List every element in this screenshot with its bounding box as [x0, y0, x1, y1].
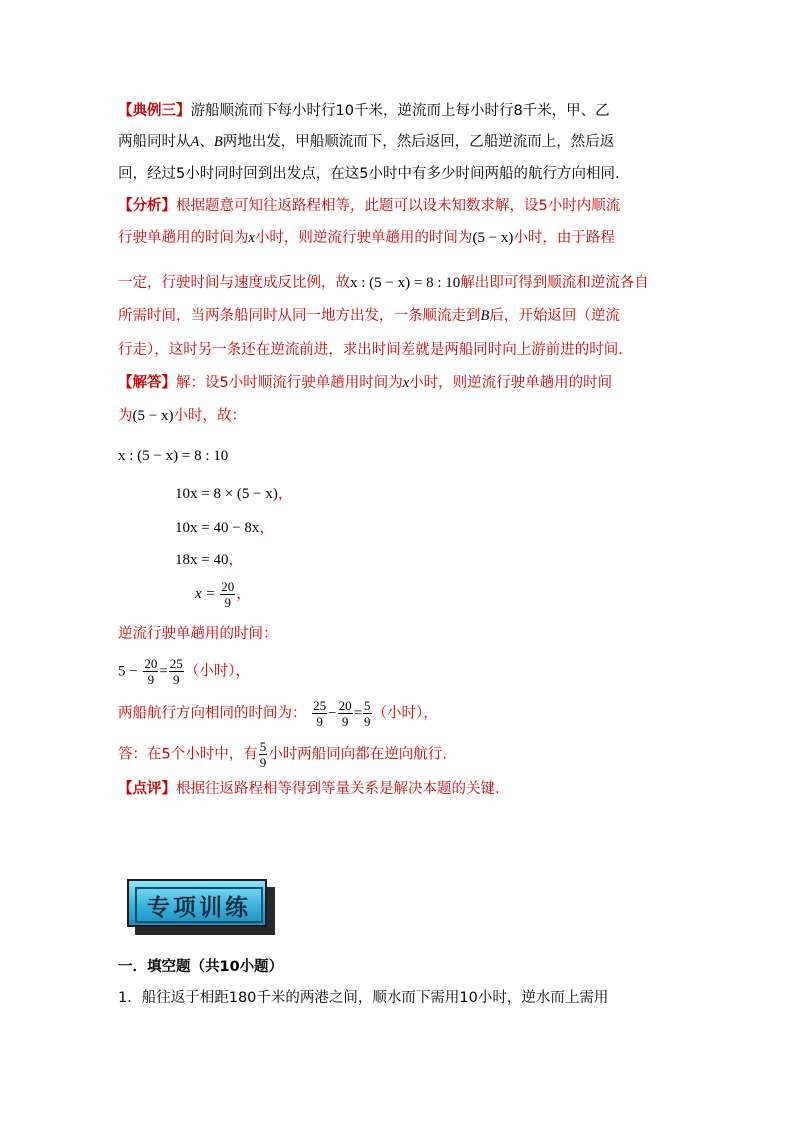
question-1: 1．船往返于相距180千米的两港之间，顺水而下需用10小时，逆水而上需用 — [118, 990, 609, 1006]
equation-5: x = $\frac{20}{9}$ ， — [195, 579, 252, 610]
example-tag: 【典例三】 — [118, 103, 191, 119]
equation-3: 10x = 40 − 8x， — [175, 520, 275, 536]
solution-text-2b: 小时，故： — [173, 408, 246, 424]
fraction-20-9: $\frac{20}{9}$ — [221, 579, 235, 610]
analysis-line-2 — [118, 228, 615, 248]
analysis-line-5 — [118, 340, 623, 360]
example-text-2a: 两船同时从 — [118, 134, 191, 150]
comment-line — [118, 779, 500, 799]
analysis-text-2a: 行驶单趟用的时间为 — [118, 230, 249, 246]
expr-5-minus-x: (5 − x) — [472, 230, 514, 246]
solution-text-1a: 解：设5小时顺流行驶单趟用时间为 — [176, 375, 403, 391]
comment-text: 根据往返路程相等得到等量关系是解决本题的关键. — [176, 781, 500, 797]
point-b-2: B — [480, 308, 490, 324]
analysis-text-2b: 小时，则逆流行驶单趟用的时间为 — [254, 230, 473, 246]
solution-text-1b: 小时，则逆流行驶单趟用的时间 — [409, 375, 613, 391]
example-text-2b: 两地出发，甲船顺流而下，然后返回，乙船逆流而上，然后返 — [222, 134, 615, 150]
analysis-line-4 — [118, 306, 620, 326]
analysis-text-3b: 解出即可得到顺流和逆流各自 — [460, 275, 649, 291]
answer-line: 答：在5个小时中，有 $\frac{5}{9}$ 小时两船同向都在逆向航行. — [118, 739, 447, 770]
point-a: A — [190, 134, 200, 150]
ratio-expr: x : (5 − x) = 8 : 10 — [350, 275, 461, 291]
example-text-3: 回，经过5小时同时回到出发点，在这5小时中有多少时间两船的航行方向相同. — [118, 166, 620, 182]
separator: 、 — [199, 134, 214, 150]
example-line-1 — [118, 101, 610, 121]
point-b: B — [213, 134, 223, 150]
analysis-line-1 — [118, 196, 620, 216]
var-x: x — [248, 230, 255, 246]
part-title: 一．填空题（共10小题） — [118, 959, 284, 975]
analysis-text-3a: 一定，行驶时间与速度成反比例，故 — [118, 275, 350, 291]
upstream-equation: 5 − $\frac{20}{9}$ = $\frac{25}{9}$ （小时）， — [118, 656, 251, 687]
solution-line-1 — [118, 373, 612, 393]
solution-tag: 【解答】 — [118, 375, 176, 391]
analysis-text-4b: 后，开始返回（逆流 — [489, 308, 620, 324]
analysis-line-3 — [118, 273, 649, 293]
fraction-20-9-b: $\frac{20}{9}$ — [144, 656, 158, 687]
section-badge-label: 专项训练 — [135, 887, 263, 923]
solution-line-2 — [118, 406, 246, 426]
expr-5-minus-x-2: (5 − x) — [132, 408, 174, 424]
fraction-25-9-b: $\frac{25}{9}$ — [313, 698, 327, 729]
fraction-20-9-c: $\frac{20}{9}$ — [338, 698, 352, 729]
equation-2: 10x = 8 × (5 − x)， — [175, 486, 293, 502]
section-badge — [127, 879, 277, 937]
example-line-3 — [118, 164, 620, 184]
solution-text-2a: 为 — [118, 408, 133, 424]
comment-tag: 【点评】 — [118, 781, 176, 797]
analysis-text-2c: 小时，由于路程 — [513, 230, 615, 246]
fraction-25-9: $\frac{25}{9}$ — [169, 656, 183, 687]
example-text-1: 游船顺流而下每小时行10千米，逆流而上每小时行8千米，甲、乙 — [190, 103, 610, 119]
example-line-2 — [118, 132, 614, 152]
analysis-tag: 【分析】 — [118, 198, 176, 214]
analysis-text-5: 行走），这时另一条还在逆流前进，求出时间差就是两船同时向上游前进的时间. — [118, 342, 623, 358]
fraction-5-9-b: $\frac{5}{9}$ — [259, 739, 267, 770]
analysis-text-1: 根据题意可知往返路程相等，此题可以设未知数求解，设5小时内顺流 — [176, 198, 621, 214]
upstream-label: 逆流行驶单趟用的时间： — [118, 626, 278, 642]
analysis-text-4: 所需时间，当两条船同时从同一地方出发，一条顺流走到 — [118, 308, 481, 324]
same-direction-line: 两船航行方向相同的时间为： $\frac{25}{9}$ − $\frac{20}{9}$ = $\frac{5}{9}$ （小时）， — [118, 698, 438, 729]
fraction-5-9: $\frac{5}{9}$ — [364, 698, 371, 729]
equation-1: x : (5 − x) = 8 : 10 — [118, 448, 229, 464]
var-x-2: x — [402, 375, 410, 391]
equation-4: 18x = 40， — [175, 552, 244, 568]
